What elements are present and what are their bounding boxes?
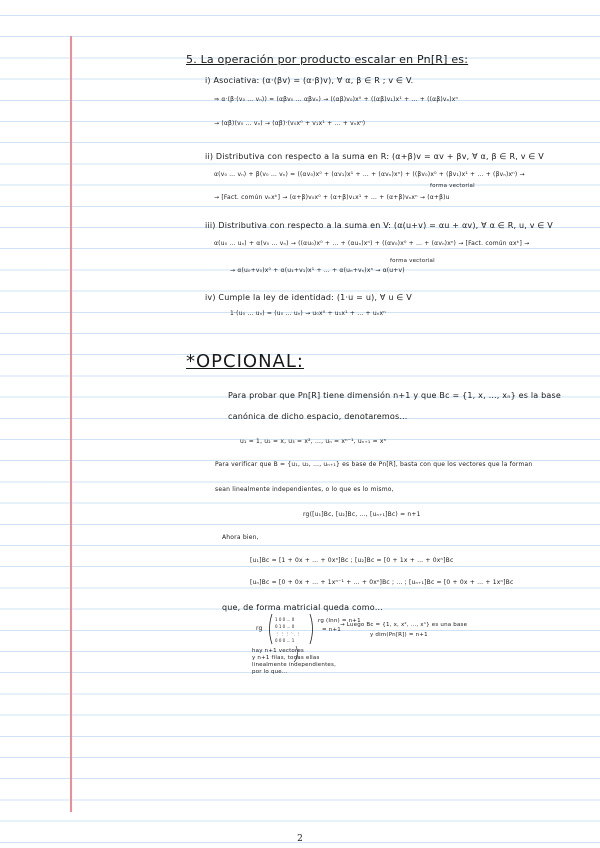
optional-title: *OPCIONAL: <box>186 351 304 372</box>
prop-ii-title: ii) Distributiva con respecto a la suma en R: (α+β)v = αv + βv, ∀ α, β ∈ R, v ∈ V <box>205 152 544 161</box>
prop-iii-line1: α(u₀ … uₙ) + α(v₀ … vₙ) → ((αu₀)x⁰ + … + (αuₙ)xⁿ) + ((αv₀)x⁰ + … + (αvₙ)xⁿ) → [Fact. común αxᵏ] → <box>214 240 530 247</box>
optional-p5: sean linealmente independientes, o lo que es lo mismo, <box>215 486 394 493</box>
prop-iv-line1: 1·(u₀ … uₙ) = (u₀ … uₙ) → u₀x⁰ + u₁x¹ + … + uₙxⁿ <box>230 310 386 317</box>
margin-line <box>70 36 72 812</box>
conclusion-dimension: y dim(Pn[R]) = n+1 <box>370 632 428 638</box>
prop-i-line2: → (αβ)(v₀ … vₙ) → (αβ)·(v₀x⁰ + v₁x¹ + … + vₙxⁿ) <box>214 120 366 127</box>
optional-p8: [u₁]Bc = [1 + 0x + … + 0xⁿ]Bc ; [u₂]Bc = [0 + 1x + … + 0xⁿ]Bc <box>250 557 454 564</box>
prop-ii-note: forma vectorial <box>430 183 475 189</box>
optional-p10: que, de forma matricial queda como… <box>222 603 384 612</box>
optional-p2: canónica de dicho espacio, denotaremos… <box>228 412 408 421</box>
prop-i-line1: ⇒ α·(β·(v₀ … vₙ)) = (αβv₀ … αβvₙ) → ((αβ)v₀)x⁰ + ((αβ)v₁)x¹ + … + ((αβ)vₙ)xⁿ <box>214 96 459 103</box>
prop-iii-note: forma vectorial <box>390 258 435 264</box>
prop-iii-line2: → α(u₀+v₀)x⁰ + α(u₁+v₁)x¹ + … + α(uₙ+vₙ)xⁿ → α(u+v) <box>230 267 405 274</box>
section-heading: 5. La operación por producto escalar en Pn[R] es: <box>186 53 469 66</box>
note-line-2: y n+1 filas, todas ellas <box>252 655 320 661</box>
optional-p1: Para probar que Pn[R] tiene dimensión n+1 y que Bc = {1, x, …, xₙ} es la base <box>228 391 561 400</box>
rank-result: = n+1 <box>322 627 341 633</box>
note-line-4: por lo que… <box>252 669 288 675</box>
prop-ii-line2: → [Fact. común vₖxᵏ] → (α+β)v₀x⁰ + (α+β)v₁x¹ + … + (α+β)vₙxⁿ → (α+β)u <box>214 194 450 201</box>
svg-text:1 0 0 … 0: 1 0 0 … 0 <box>275 617 295 622</box>
svg-text:0 0 0 … 1: 0 0 0 … 1 <box>275 638 295 643</box>
page-number: 2 <box>297 834 303 844</box>
optional-p4: Para verificar que B = {u₁, u₂, …, uₙ₊₁} es base de Pn[R], basta con que los vectores que la forman <box>215 461 533 468</box>
prop-ii-line1: α(v₀ … vₙ) + β(v₀ … vₙ) = ((αv₀)x⁰ + (αv₁)x¹ + … + (αvₙ)xⁿ) + ((βv₀)x⁰ + (βv₁)x¹ + … + (βvₙ)xⁿ) → <box>214 171 525 178</box>
prop-iv-title: iv) Cumple la ley de identidad: (1·u = u), ∀ u ∈ V <box>205 293 412 302</box>
note-line-3: linealmente independientes, <box>252 662 337 668</box>
rank-label: rg <box>256 625 263 632</box>
conclusion-basis: → Luego Bc = {1, x, x², …, xⁿ} es una base <box>340 622 468 628</box>
optional-p6: rg([u₁]Bc, [u₂]Bc, …, [uₙ₊₁]Bc) = n+1 <box>303 511 421 518</box>
note-line-1: hay n+1 vectores <box>252 648 304 654</box>
svg-text:0 1 0 … 0: 0 1 0 … 0 <box>275 624 295 629</box>
optional-p3: u₁ = 1, u₂ = x, u₃ = x², …, uₙ = xⁿ⁻¹, uₙ₊₁ = xⁿ <box>240 438 387 445</box>
prop-iii-title: iii) Distributiva con respecto a la suma en V: (α(u+v) = αu + αv), ∀ α ∈ R, u, v ∈ V <box>205 221 553 230</box>
identity-matrix-sketch <box>266 612 326 646</box>
svg-text:⋮ ⋮ ⋮ ⋱ ⋮: ⋮ ⋮ ⋮ ⋱ ⋮ <box>275 631 301 636</box>
prop-i-title: i) Asociativa: (α·(βv) = (α·β)v), ∀ α, β ∈ R ; v ∈ V. <box>205 76 414 85</box>
rank-identity: rg (Inn) = n+1 <box>318 618 361 624</box>
optional-p7: Ahora bien, <box>222 534 259 541</box>
optional-p9: [uₙ]Bc = [0 + 0x + … + 1xⁿ⁻¹ + … + 0xⁿ]Bc ; … ; [uₙ₊₁]Bc = [0 + 0x + … + 1xⁿ]Bc <box>250 579 514 586</box>
